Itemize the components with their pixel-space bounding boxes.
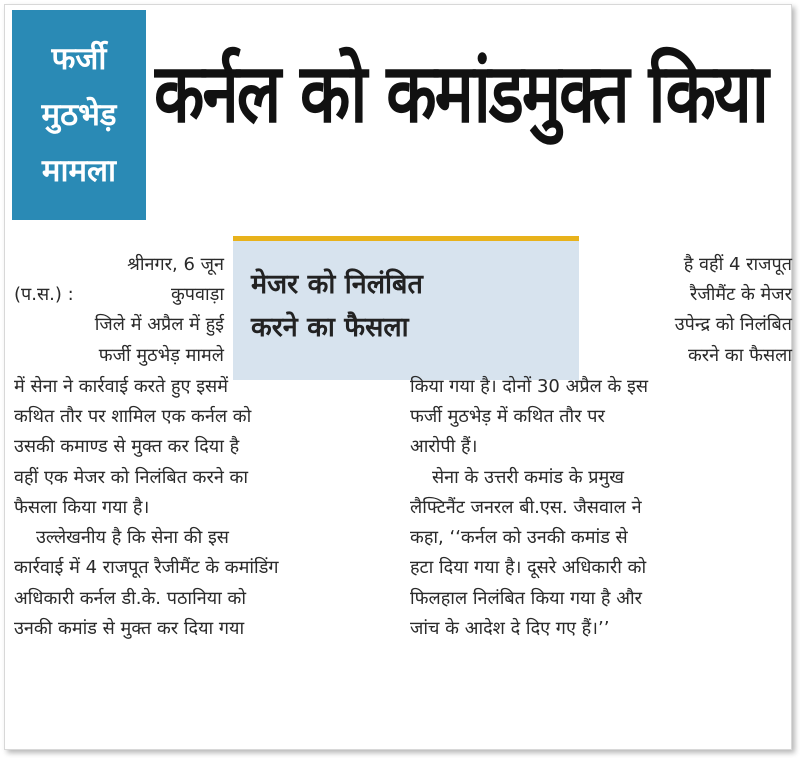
body-line: फर्जी मुठभेड़ में कथित तौर पर — [410, 406, 605, 427]
body-line: हटा दिया गया है। दूसरे अधिकारी को — [410, 557, 647, 578]
body-line: रैजीमैंट के मेजर — [690, 284, 792, 305]
headline: कर्नल को कमांडमुक्त किया — [154, 46, 767, 142]
body-line: उल्लेखनीय है कि सेना की इस — [36, 527, 229, 548]
callout-line: मेजर को निलंबित — [251, 269, 423, 300]
body-line: उपेन्द्र को निलंबित — [674, 314, 792, 335]
body-word: कुपवाड़ा — [170, 284, 224, 305]
body-line: उनकी कमांड से मुक्त कर दिया गया — [14, 618, 245, 639]
body-line: उसकी कमाण्ड से मुक्त कर दिया है — [14, 436, 240, 457]
body-line: फैसला किया गया है। — [14, 497, 150, 518]
body-word: (प.स.) : — [14, 284, 74, 305]
kicker-line: मुठभेड़ — [41, 97, 117, 133]
body-line: जांच के आदेश दे दिए गए हैं।’’ — [410, 618, 610, 639]
callout-box — [233, 236, 579, 380]
body-line: सेना के उत्तरी कमांड के प्रमुख — [432, 467, 625, 488]
body-line: जिले में अप्रैल में हुई — [94, 314, 224, 335]
body-line: करने का फैसला — [687, 345, 792, 366]
body-line: है वहीं 4 राजपूत — [683, 254, 792, 275]
body-line: वहीं एक मेजर को निलंबित करने का — [14, 467, 249, 488]
body-line: फर्जी मुठभेड़ मामले — [98, 345, 224, 366]
kicker-line: फर्जी — [51, 41, 107, 77]
body-line: कथित तौर पर शामिल एक कर्नल को — [14, 406, 252, 427]
body-line: किया गया है। दोनों 30 अप्रैल के इस — [410, 376, 649, 397]
body-line: श्रीनगर, 6 जून — [127, 254, 224, 275]
body-line: में सेना ने कार्रवाई करते हुए इसमें — [14, 376, 228, 397]
body-line: आरोपी हैं। — [410, 436, 478, 457]
body-line: फिलहाल निलंबित किया गया है और — [410, 588, 642, 609]
body-line: लैफ्टिनैंट जनरल बी.एस. जैसवाल ने — [410, 497, 642, 518]
body-line: कार्रवाई में 4 राजपूत रैजीमैंट के कमांडिंग — [14, 557, 279, 578]
callout-line: करने का फैसला — [251, 312, 409, 343]
kicker-box — [12, 10, 146, 220]
kicker-line: मामला — [41, 153, 117, 189]
body-line: कहा, ‘‘कर्नल को उनकी कमांड से — [410, 527, 628, 548]
body-line — [14, 284, 224, 306]
body-line: अधिकारी कर्नल डी.के. पठानिया को — [14, 588, 247, 609]
